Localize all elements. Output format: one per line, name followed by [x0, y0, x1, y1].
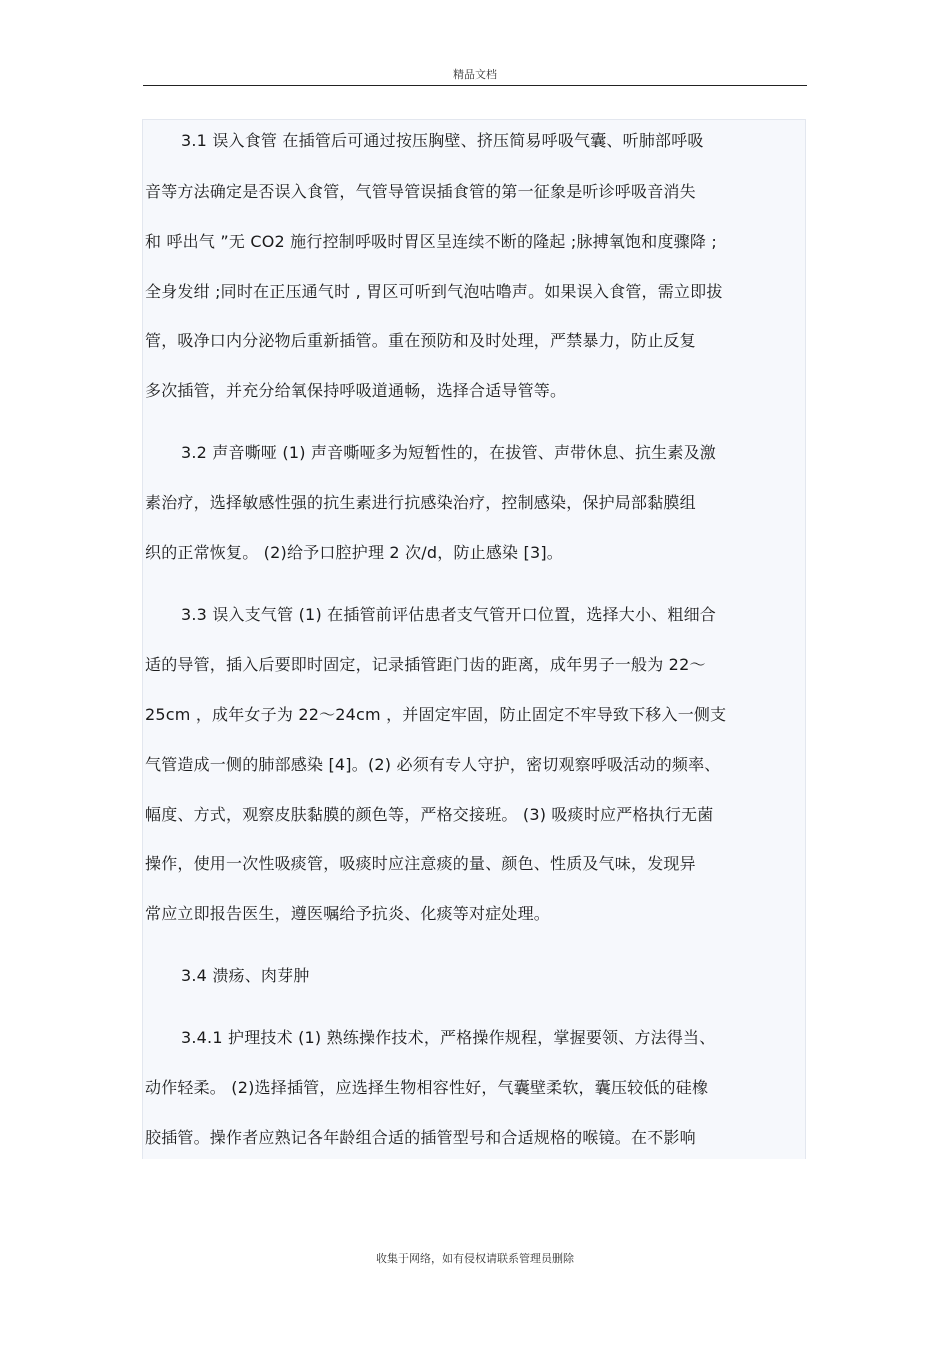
text-line: 素治疗，选择敏感性强的抗生素进行抗感染治疗，控制感染，保护局部黏膜组 — [145, 493, 696, 512]
text-line: 3.4.1 护理技术 (1) 熟练操作技术，严格操作规程，掌握要领、方法得当、 — [181, 1028, 716, 1047]
page-footer: 收集于网络，如有侵权请联系管理员删除 — [376, 1252, 574, 1265]
text-line: 胶插管。操作者应熟记各年龄组合适的插管型号和合适规格的喉镜。在不影响 — [145, 1128, 696, 1147]
text-line: 适的导管，插入后要即时固定，记录插管距门齿的距离，成年男子一般为 22～ — [145, 655, 706, 674]
text-line: 3.3 误入支气管 (1) 在插管前评估患者支气管开口位置，选择大小、粗细合 — [181, 605, 716, 624]
text-line: 操作，使用一次性吸痰管，吸痰时应注意痰的量、颜色、性质及气味，发现异 — [145, 854, 696, 873]
section-heading: 3.4 溃疡、肉芽肿 — [181, 966, 310, 985]
text-line: 25cm ，成年女子为 22～24cm ，并固定牢固，防止固定不牢导致下移入一侧支 — [145, 705, 727, 724]
text-line: 管，吸净口内分泌物后重新插管。重在预防和及时处理，严禁暴力，防止反复 — [145, 331, 696, 350]
text-line: 3.1 误入食管 在插管后可通过按压胸壁、挤压简易呼吸气囊、听肺部呼吸 — [181, 131, 704, 150]
text-line: 幅度、方式，观察皮肤黏膜的颜色等，严格交接班。 (3) 吸痰时应严格执行无菌 — [145, 805, 714, 824]
document-body — [142, 119, 806, 1159]
text-line: 织的正常恢复。 (2)给予口腔护理 2 次/d，防止感染 [3]。 — [145, 543, 563, 562]
text-line: 多次插管，并充分给氧保持呼吸道通畅，选择合适导管等。 — [145, 381, 567, 400]
text-line: 全身发绀 ;同时在正压通气时 , 胃区可听到气泡咕噜声。如果误入食管，需立即拔 — [145, 282, 723, 301]
text-line: 音等方法确定是否误入食管，气管导管误插食管的第一征象是听诊呼吸音消失 — [145, 182, 696, 201]
text-line: 常应立即报告医生，遵医嘱给予抗炎、化痰等对症处理。 — [145, 904, 551, 923]
text-line: 和 呼出气 ”无 CO2 施行控制呼吸时胃区呈连续不断的隆起 ;脉搏氧饱和度骤降 ; — [145, 232, 717, 251]
text-line: 3.2 声音嘶哑 (1) 声音嘶哑多为短暂性的，在拔管、声带休息、抗生素及激 — [181, 443, 716, 462]
header-divider — [143, 85, 807, 86]
page-header: 精品文档 — [453, 68, 497, 81]
text-line: 气管造成一侧的肺部感染 [4]。(2) 必须有专人守护，密切观察呼吸活动的频率、 — [145, 755, 721, 774]
text-line: 动作轻柔。 (2)选择插管，应选择生物相容性好，气囊壁柔软，囊压较低的硅橡 — [145, 1078, 709, 1097]
